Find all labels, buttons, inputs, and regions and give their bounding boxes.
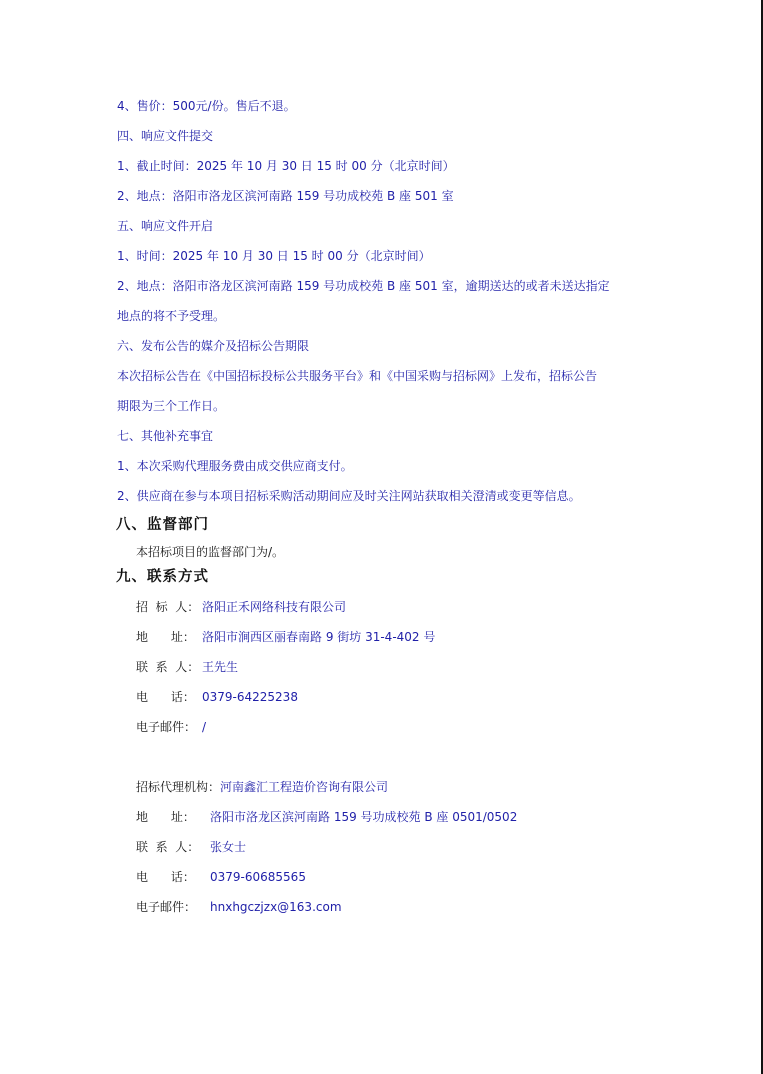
tenderer-address-row xyxy=(136,629,435,645)
agency-name-row xyxy=(136,779,388,795)
section7-heading: 七、其他补充事宜 xyxy=(117,429,214,443)
supplement-1: 1、本次采购代理服务费由成交供应商支付。 xyxy=(117,459,353,473)
agency-email: hnxhgczjzx@163.com xyxy=(210,900,342,914)
agency-phone-row xyxy=(136,869,306,885)
tenderer-contact-label: 联 系 人： xyxy=(136,660,200,674)
tenderer-name-label: 招 标 人： xyxy=(136,600,200,614)
tenderer-email: / xyxy=(202,720,207,734)
tenderer-phone: 0379-64225238 xyxy=(202,690,298,704)
section4-heading: 四、响应文件提交 xyxy=(117,129,214,143)
opening-time: 1、时间：2025 年 10 月 30 日 15 时 00 分（北京时间） xyxy=(117,249,431,263)
agency-address-label: 地 址： xyxy=(136,810,195,824)
tenderer-address: 洛阳市涧西区丽春南路 9 街坊 31-4-402 号 xyxy=(202,630,436,644)
tenderer-name: 洛阳正禾网络科技有限公司 xyxy=(202,600,347,614)
tenderer-phone-row xyxy=(136,689,298,705)
agency-address-row xyxy=(136,809,517,825)
section5-heading: 五、响应文件开启 xyxy=(117,219,214,233)
section9-heading: 九、联系方式 xyxy=(116,569,209,585)
tenderer-phone-label: 电 话： xyxy=(136,690,195,704)
agency-email-label: 电子邮件： xyxy=(136,900,197,914)
tenderer-name-row xyxy=(136,599,346,615)
submission-location: 2、地点：洛阳市洛龙区滨河南路 159 号功成校苑 B 座 501 室 xyxy=(117,189,454,203)
agency-name: 河南鑫汇工程造价咨询有限公司 xyxy=(220,780,389,794)
section8-heading: 八、监督部门 xyxy=(116,517,209,533)
tenderer-email-label: 电子邮件： xyxy=(136,720,197,734)
tenderer-contact: 王先生 xyxy=(202,660,239,674)
submission-deadline: 1、截止时间：2025 年 10 月 30 日 15 时 00 分（北京时间） xyxy=(117,159,455,173)
agency-name-label: 招标代理机构： xyxy=(136,780,221,794)
agency-phone-label: 电 话： xyxy=(136,870,195,884)
supervision-text: 本招标项目的监督部门为/。 xyxy=(136,545,285,559)
opening-location: 2、地点：洛阳市洛龙区滨河南路 159 号功成校苑 B 座 501 室，逾期送达的或者未送达指定 xyxy=(117,279,610,293)
agency-contact-label: 联 系 人： xyxy=(136,840,200,854)
media-line: 本次招标公告在《中国招标投标公共服务平台》和《中国采购与招标网》上发布，招标公告 xyxy=(117,369,598,383)
agency-contact: 张女士 xyxy=(210,840,247,854)
tenderer-contact-row xyxy=(136,659,238,675)
tenderer-email-row xyxy=(136,719,206,735)
agency-email-row xyxy=(136,899,342,915)
media-line-cont: 期限为三个工作日。 xyxy=(117,399,226,413)
agency-address: 洛阳市洛龙区滨河南路 159 号功成校苑 B 座 0501/0502 xyxy=(210,810,518,824)
section6-heading: 六、发布公告的媒介及招标公告期限 xyxy=(117,339,310,353)
agency-contact-row xyxy=(136,839,246,855)
price-line: 4、售价：500元/份。售后不退。 xyxy=(117,99,296,113)
supplement-2: 2、供应商在参与本项目招标采购活动期间应及时关注网站获取相关澄清或变更等信息。 xyxy=(117,489,581,503)
tenderer-address-label: 地 址： xyxy=(136,630,195,644)
opening-location-cont: 地点的将不予受理。 xyxy=(117,309,226,323)
agency-phone: 0379-60685565 xyxy=(210,870,306,884)
